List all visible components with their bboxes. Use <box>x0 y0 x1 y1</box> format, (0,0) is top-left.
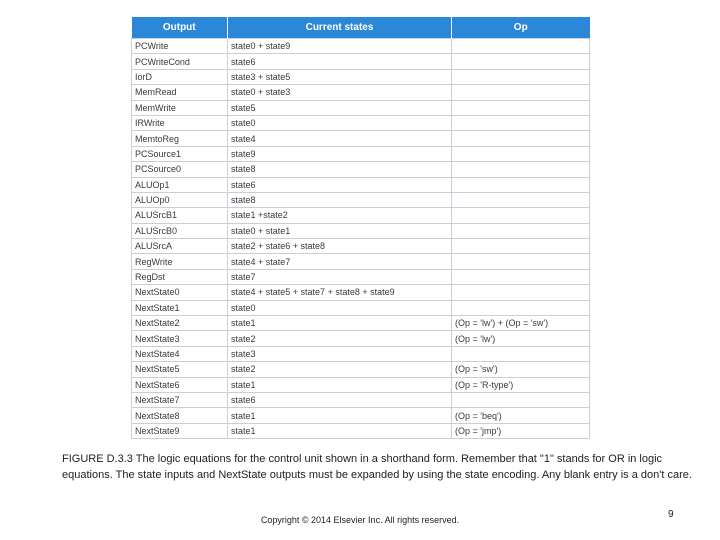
table-row <box>132 177 590 192</box>
cell-op <box>452 54 590 69</box>
cell-output: RegDst <box>132 269 228 284</box>
cell-output: ALUSrcB0 <box>132 223 228 238</box>
cell-output: IorD <box>132 69 228 84</box>
table-row <box>132 192 590 207</box>
cell-op <box>452 131 590 146</box>
cell-op <box>452 39 590 54</box>
table-row <box>132 392 590 407</box>
cell-current-states: state6 <box>228 392 452 407</box>
table-row <box>132 285 590 300</box>
cell-op: (Op = 'lw') + (Op = 'sw') <box>452 316 590 331</box>
cell-current-states: state4 <box>228 131 452 146</box>
cell-op: (Op = 'beq') <box>452 408 590 423</box>
cell-current-states: state1 +state2 <box>228 208 452 223</box>
table-body <box>132 39 590 439</box>
table-row <box>132 162 590 177</box>
cell-op <box>452 115 590 130</box>
cell-current-states: state7 <box>228 269 452 284</box>
cell-op <box>452 146 590 161</box>
cell-current-states: state0 + state1 <box>228 223 452 238</box>
cell-current-states: state1 <box>228 377 452 392</box>
cell-current-states: state1 <box>228 408 452 423</box>
table-row <box>132 115 590 130</box>
cell-op <box>452 192 590 207</box>
table-row <box>132 423 590 438</box>
cell-output: ALUSrcA <box>132 239 228 254</box>
cell-current-states: state8 <box>228 192 452 207</box>
cell-op <box>452 223 590 238</box>
cell-current-states: state0 <box>228 115 452 130</box>
cell-op <box>452 208 590 223</box>
cell-op <box>452 346 590 361</box>
table-row <box>132 346 590 361</box>
cell-op <box>452 100 590 115</box>
cell-current-states: state2 <box>228 331 452 346</box>
cell-output: ALUOp0 <box>132 192 228 207</box>
cell-op: (Op = 'jmp') <box>452 423 590 438</box>
cell-current-states: state5 <box>228 100 452 115</box>
page-number: 9 <box>668 509 674 520</box>
cell-current-states: state6 <box>228 54 452 69</box>
cell-current-states: state6 <box>228 177 452 192</box>
cell-op: (Op = 'lw') <box>452 331 590 346</box>
table-row <box>132 239 590 254</box>
cell-output: NextState9 <box>132 423 228 438</box>
cell-output: IRWrite <box>132 115 228 130</box>
cell-output: MemtoReg <box>132 131 228 146</box>
cell-op <box>452 300 590 315</box>
cell-op <box>452 392 590 407</box>
header-op: Op <box>452 17 590 39</box>
table-row <box>132 316 590 331</box>
cell-current-states: state3 <box>228 346 452 361</box>
table-row <box>132 362 590 377</box>
cell-current-states: state1 <box>228 423 452 438</box>
cell-output: NextState4 <box>132 346 228 361</box>
table-row <box>132 331 590 346</box>
table-row <box>132 54 590 69</box>
table-row <box>132 69 590 84</box>
cell-output: NextState1 <box>132 300 228 315</box>
table-row <box>132 254 590 269</box>
table-row <box>132 100 590 115</box>
cell-current-states: state9 <box>228 146 452 161</box>
cell-current-states: state3 + state5 <box>228 69 452 84</box>
cell-current-states: state0 + state9 <box>228 39 452 54</box>
header-output: Output <box>132 17 228 39</box>
cell-op <box>452 85 590 100</box>
table-row <box>132 85 590 100</box>
cell-current-states: state2 + state6 + state8 <box>228 239 452 254</box>
cell-op <box>452 254 590 269</box>
cell-current-states: state2 <box>228 362 452 377</box>
cell-output: MemRead <box>132 85 228 100</box>
table-row <box>132 408 590 423</box>
cell-output: PCSource1 <box>132 146 228 161</box>
cell-op <box>452 269 590 284</box>
table-row <box>132 131 590 146</box>
cell-current-states: state8 <box>228 162 452 177</box>
cell-op <box>452 69 590 84</box>
cell-output: MemWrite <box>132 100 228 115</box>
cell-current-states: state1 <box>228 316 452 331</box>
cell-op <box>452 177 590 192</box>
cell-output: NextState5 <box>132 362 228 377</box>
cell-current-states: state4 + state5 + state7 + state8 + state9 <box>228 285 452 300</box>
table-row <box>132 300 590 315</box>
cell-output: NextState6 <box>132 377 228 392</box>
cell-output: ALUOp1 <box>132 177 228 192</box>
logic-equations-table <box>131 17 590 439</box>
table-row <box>132 39 590 54</box>
figure-caption: FIGURE D.3.3 The logic equations for the control unit shown in a shorthand form. Remember that "1" stands for OR in logic equations. The state inputs and NextState outputs must be expanded by using the state encoding. Any blank entry is a don't care. <box>62 453 692 481</box>
cell-output: PCWriteCond <box>132 54 228 69</box>
cell-output: NextState8 <box>132 408 228 423</box>
cell-op <box>452 285 590 300</box>
cell-op: (Op = 'sw') <box>452 362 590 377</box>
cell-op <box>452 239 590 254</box>
cell-op: (Op = 'R-type') <box>452 377 590 392</box>
table-row <box>132 146 590 161</box>
cell-output: PCSource0 <box>132 162 228 177</box>
cell-output: NextState0 <box>132 285 228 300</box>
header-current-states: Current states <box>228 17 452 39</box>
table-row <box>132 208 590 223</box>
table-header-row <box>132 17 590 39</box>
table-row <box>132 269 590 284</box>
table-row <box>132 377 590 392</box>
cell-current-states: state0 <box>228 300 452 315</box>
table-row <box>132 223 590 238</box>
cell-output: PCWrite <box>132 39 228 54</box>
cell-output: NextState3 <box>132 331 228 346</box>
cell-current-states: state4 + state7 <box>228 254 452 269</box>
cell-output: RegWrite <box>132 254 228 269</box>
cell-current-states: state0 + state3 <box>228 85 452 100</box>
cell-output: ALUSrcB1 <box>132 208 228 223</box>
copyright-notice: Copyright © 2014 Elsevier Inc. All rights reserved. <box>260 515 460 525</box>
cell-op <box>452 162 590 177</box>
logic-equations-table-container <box>131 17 589 439</box>
cell-output: NextState2 <box>132 316 228 331</box>
cell-output: NextState7 <box>132 392 228 407</box>
